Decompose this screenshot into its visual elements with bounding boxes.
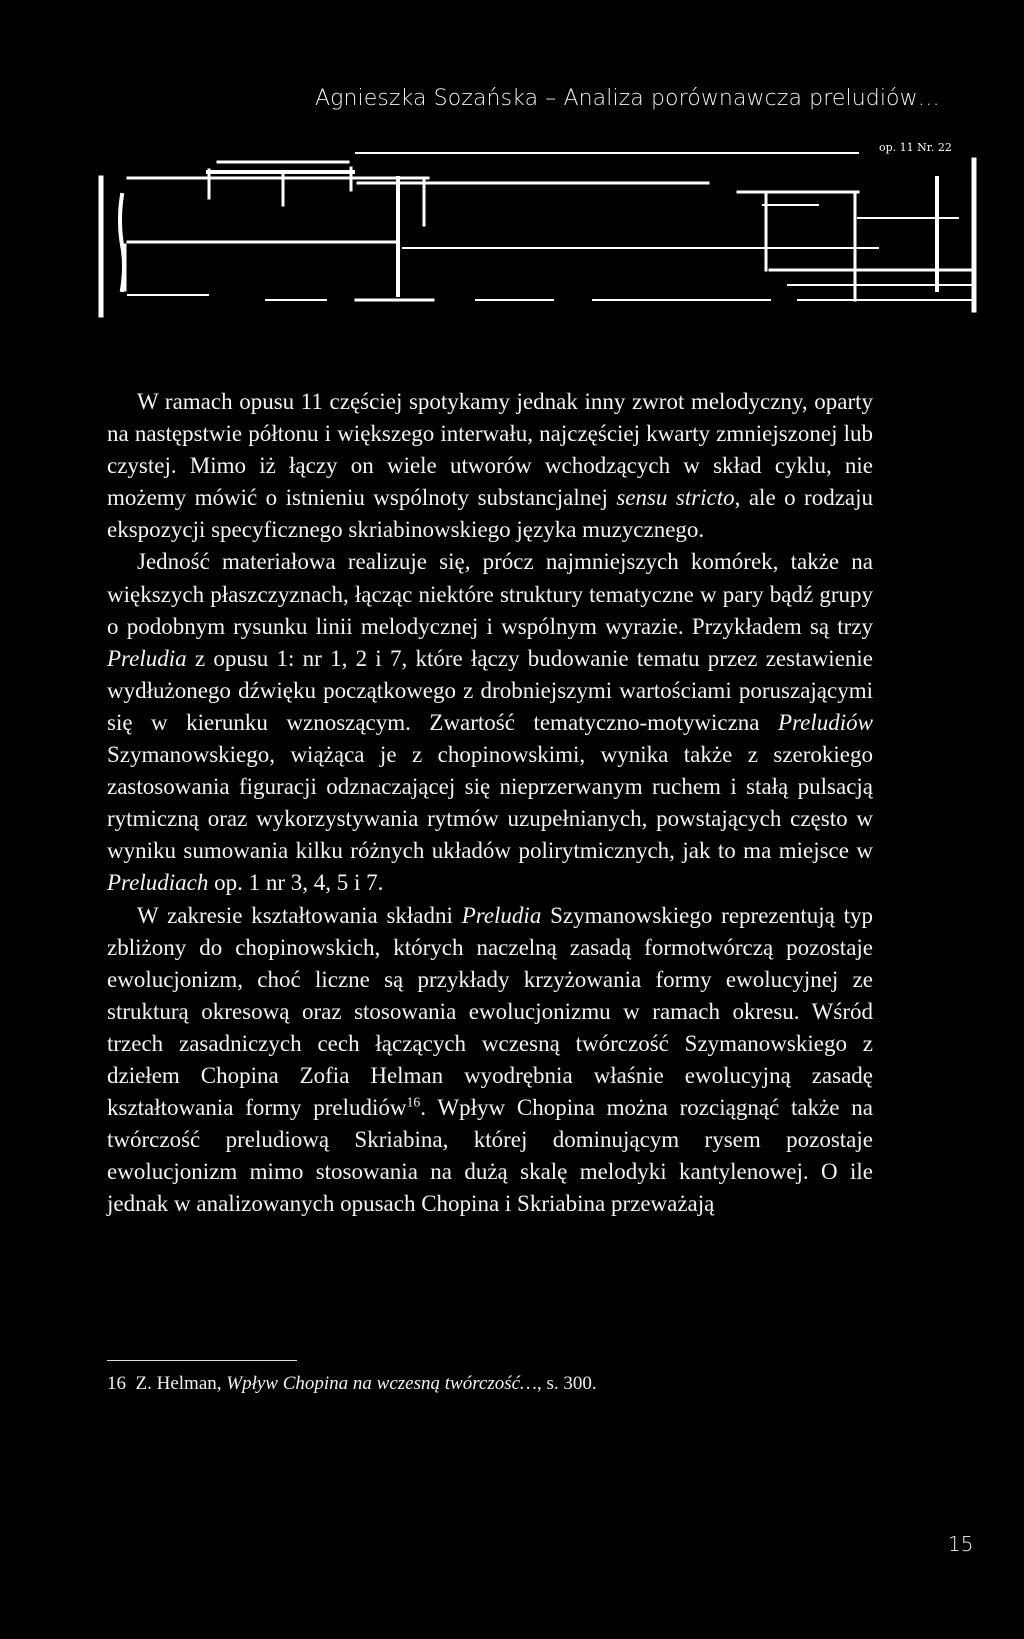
paragraph-3-italic: Preludia — [461, 902, 542, 928]
paragraph-3-text-c: . Wpływ Chopina można rozciągnąć także na twórczość preludiową Skriabina, której dominującym rysem pozostaje ewolucjonizm mimo stosowania na dużą skalę melodyki kantylenowej. O ile jednak w analizowanych opusach Chopina i Skriabina przeważają — [107, 1095, 873, 1217]
paragraph-2-italic-1: Preludia — [107, 645, 187, 671]
footnote-reference[interactable]: 16 — [406, 1094, 421, 1110]
paragraph-3-text-b: Szymanowskiego reprezentują typ zbliżony do chopinowskich, których naczelną zasadą formotwórczą pozostaje ewolucjonizm, choć liczne są przykłady krzyżowania formy ewolucyjnej ze strukturą okresową oraz stosowania ewolucjonizmu w ramach okresu. Wśród trzech zasadniczych cech łączących wczesną twórczość Szymanowskiego z dziełem Chopina Zofia Helman wyodrębnia właśnie ewolucyjną zasadę kształtowania formy preludiów — [107, 902, 873, 1121]
paragraph-1-text: W ramach opusu 11 częściej spotykamy jednak inny zwrot melodyczny, oparty na następstwie półtonu i większego interwału, najczęściej kwarty zmniejszonej lub czystej. Mimo iż łączy on wiele utworów wchodzących w skład cyklu, nie możemy mówić o istnieniu wspólnoty substancjalnej — [107, 389, 873, 511]
footnote-author: Z. Helman, — [135, 1373, 227, 1394]
footnote-number: 16 — [107, 1373, 126, 1394]
running-head: Agnieszka Sozańska – Analiza porównawcza preludiów… — [315, 86, 940, 111]
paragraph-2-text-c: Szymanowskiego, wiążąca je z chopinowskimi, wynika także z szerokiego zastosowania figuracji odznaczającej się nieprzerwanym ruchem i stałą pulsacją rytmiczną oraz wykorzystywania rytmów uzupełnianych, powstających często w wyniku sumowania kilku różnych układów polirytmicznych, jak to ma miejsce w — [107, 742, 873, 864]
footnote — [107, 1373, 597, 1395]
footnote-rest: , s. 300. — [536, 1373, 597, 1394]
paragraph-2-text-b: z opusu 1: nr 1, 2 i 7, które łączy budowanie tematu przez zestawienie wydłużonego dźwięku początkowego z drobniejszymi wartościami poruszającymi się w kierunku wznoszącym. Zwartość tematyczno-motywiczna — [107, 645, 873, 735]
paragraph-1 — [107, 386, 873, 546]
paragraph-3 — [107, 900, 873, 1221]
body-text — [107, 386, 873, 1220]
page-number: 15 — [948, 1532, 974, 1556]
footnote-divider — [107, 1360, 297, 1361]
paragraph-2 — [107, 546, 873, 899]
paragraph-2-italic-3: Preludiach — [107, 870, 209, 896]
paragraph-2-text-d: op. 1 nr 3, 4, 5 i 7. — [208, 870, 384, 896]
footnote-title: Wpływ Chopina na wczesną twórczość… — [226, 1373, 537, 1394]
paragraph-1-italic: sensu stricto — [616, 485, 735, 511]
paragraph-2-text-a: Jedność materiałowa realizuje się, prócz najmniejszych komórek, także na większych płaszczyznach, łącząc niektóre struktury tematyczne w pary bądź grupy o podobnym rysunku linii melodycznej i wspólnym wyrazie. Przykładem są trzy — [107, 549, 873, 639]
music-score-excerpt — [98, 150, 978, 336]
score-label: op. 11 Nr. 22 — [879, 141, 952, 154]
paragraph-2-italic-2: Preludiów — [778, 709, 873, 735]
paragraph-1-end: , ale o rodzaju ekspozycji specyficznego skriabinowskiego języka muzycznego. — [107, 485, 874, 543]
paragraph-3-text-a: W zakresie kształtowania składni — [137, 902, 462, 928]
